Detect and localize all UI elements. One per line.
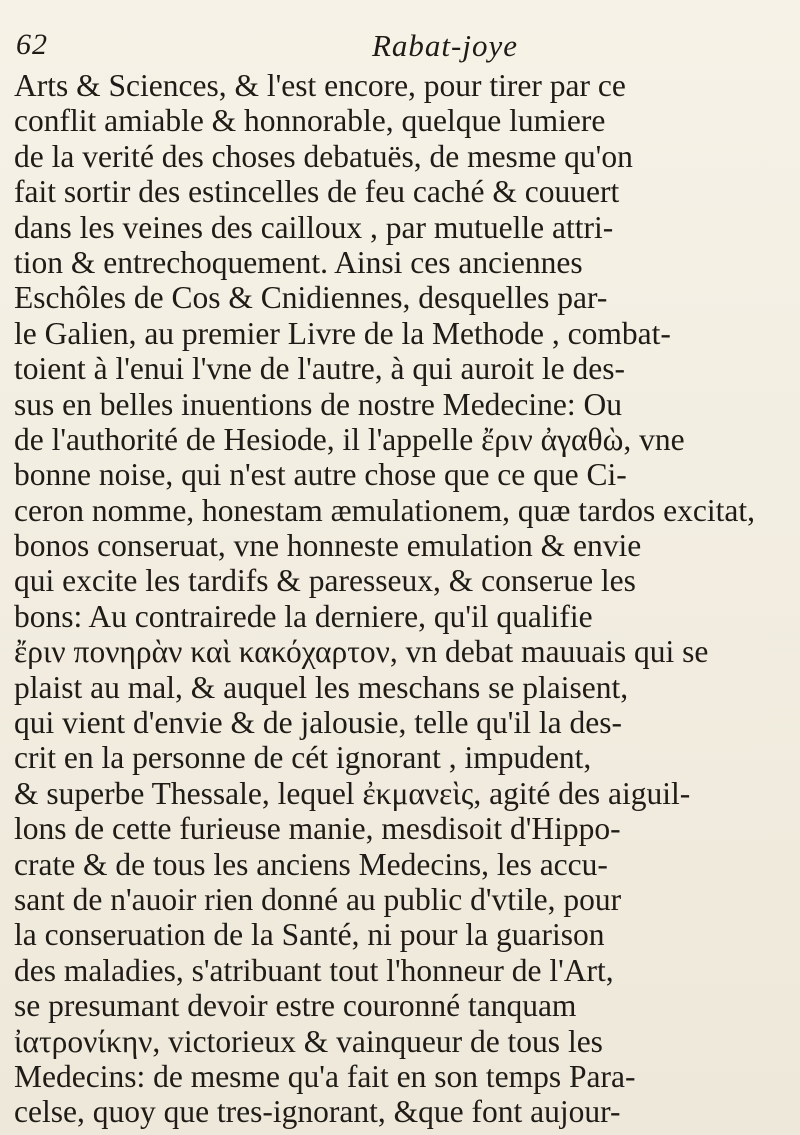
text-line: ἰατρονίκην, victorieux & vainqueur de tous les	[14, 1023, 603, 1059]
text-line: celse, quoy que tres-ignorant, &que font aujour-	[14, 1094, 621, 1130]
text-line: Arts & Sciences, & l'est encore, pour tirer par ce	[14, 68, 626, 103]
text-line: tion & entrechoquement. Ainsi ces anciennes	[14, 244, 583, 280]
text-line: crit en la personne de cét ignorant , impudent,	[14, 740, 592, 776]
body-text	[14, 68, 794, 1130]
text-line: conflit amiable & honnorable, quelque lumiere	[14, 103, 606, 139]
text-line: dans les veines des cailloux , par mutuelle attri-	[14, 209, 614, 245]
text-line: plaist au mal, & auquel les meschans se plaisent,	[14, 669, 629, 705]
text-line: & superbe Thessale, lequel ἐκμανεὶς, agité des aiguil-	[14, 775, 691, 811]
running-head: Rabat-joye	[372, 28, 519, 63]
text-line: toient à l'enui l'vne de l'autre, à qui auroit le des-	[14, 351, 625, 387]
text-line: bonne noise, qui n'est autre chose que ce que Ci-	[14, 457, 627, 493]
text-line: Eschôles de Cos & Cnidiennes, desquelles par-	[14, 280, 608, 316]
text-line: bonos conseruat, vne honneste emulation & envie	[14, 528, 642, 564]
text-line: ἔριν πονηρὰν καὶ κακόχαρτον, vn debat mauuais qui se	[14, 634, 709, 670]
text-line: ceron nomme, honestam æmulationem, quæ tardos excitat,	[14, 492, 755, 528]
text-line: le Galien, au premier Livre de la Methode , combat-	[14, 315, 671, 351]
text-line: bons: Au contrairede la derniere, qu'il qualifie	[14, 598, 593, 634]
text-line: crate & de tous les anciens Medecins, les accu-	[14, 846, 608, 882]
text-line: se presumant devoir estre couronné tanquam	[14, 988, 577, 1024]
text-line: de la verité des choses debatuës, de mesme qu'on	[14, 138, 633, 174]
text-line: de l'authorité de Hesiode, il l'appelle ἔριν ἀγαθὼ, vne	[14, 421, 685, 457]
text-line: qui excite les tardifs & paresseux, & conserue les	[14, 563, 636, 599]
text-line: fait sortir des estincelles de feu caché & couuert	[14, 174, 620, 210]
text-line: lons de cette furieuse manie, mesdisoit d'Hippo-	[14, 811, 621, 847]
text-line: qui vient d'envie & de jalousie, telle qu'il la des-	[14, 705, 622, 741]
page-number: 62	[16, 28, 48, 61]
text-line: sant de n'auoir rien donné au public d'vtile, pour	[14, 881, 622, 917]
text-line: des maladies, s'atribuant tout l'honneur de l'Art,	[14, 952, 614, 988]
text-line: sus en belles inuentions de nostre Medecine: Ou	[14, 386, 622, 422]
text-line: la conseruation de la Santé, ni pour la guarison	[14, 917, 605, 953]
text-line: Medecins: de mesme qu'a fait en son temps Para-	[14, 1058, 636, 1094]
